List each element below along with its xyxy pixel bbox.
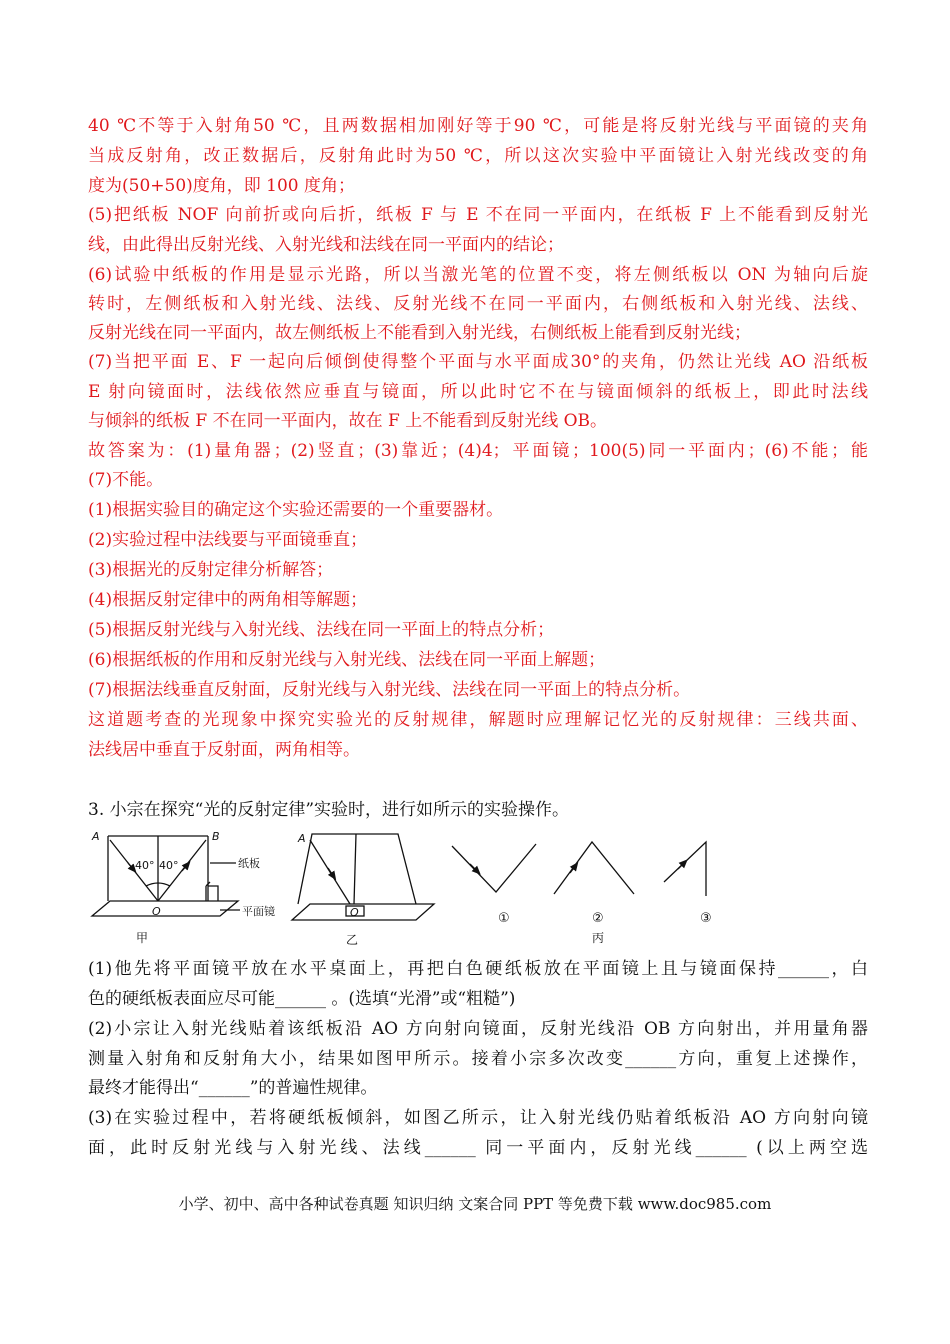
angle-left: 40° — [135, 859, 155, 872]
answer-line-12: 故答案为：(1)量角器；(2)竖直；(3)靠近；(4)4；平面镜；100(5)同一平面内；(6)不能；能 — [88, 441, 868, 461]
num-1: ① — [498, 911, 510, 926]
answer-line-22: 法线居中垂直于反射面，两角相等。 — [88, 740, 360, 760]
num-3: ③ — [700, 911, 712, 926]
answer-line-4: (5)把纸板 NOF 向前折或向后折，纸板 F 与 E 不在同一平面内，在纸板 F 上不能看到反射光 — [88, 205, 868, 225]
answer-line-3: 度为(50+50)度角，即 100 度角； — [88, 176, 356, 196]
answer-line-6: (6)试验中纸板的作用是显示光路，所以当激光笔的位置不变，将左侧纸板以 ON 为轴向后旋 — [88, 265, 868, 285]
answer-line-11: 与倾斜的纸板 F 不在同一平面内，故在 F 上不能看到反射光线 OB。 — [88, 411, 608, 431]
figure-yi — [292, 834, 434, 920]
answer-line-16: (3)根据光的反射定律分析解答； — [88, 560, 334, 580]
page-footer: 小学、初中、高中各种试卷真题 知识归纳 文案合同 PPT 等免费下载 www.doc985.com — [178, 1195, 772, 1213]
answer-line-10: E 射向镜面时，法线依然应垂直与镜面，所以此时它不在与镜面倾斜的纸板上，即此时法线 — [88, 382, 868, 402]
answer-line-13: (7)不能。 — [88, 470, 164, 490]
figure-bing — [452, 842, 706, 896]
answer-line-19: (6)根据纸板的作用和反射光线与入射光线、法线在同一平面上解题； — [88, 650, 606, 670]
label-o: O — [152, 905, 161, 918]
label-b: B — [212, 830, 220, 843]
label-mirror: 平面镜 — [242, 905, 275, 918]
question-line-1: (1)他先将平面镜平放在水平桌面上，再把白色硬纸板放在平面镜上且与镜面保持______，白 — [88, 959, 868, 979]
answer-line-17: (4)根据反射定律中的两角相等解题； — [88, 590, 368, 610]
answer-line-8: 反射光线在同一平面内，故左侧纸板上不能看到入射光线，右侧纸板上能看到反射光线； — [88, 323, 751, 343]
question-line-2: 色的硬纸板表面应尽可能______ 。(选填“光滑”或“粗糙”) — [88, 989, 516, 1009]
question-line-7: 面，此时反射光线与入射光线、法线______ 同一平面内，反射光线______ (以上两空选 — [88, 1138, 868, 1158]
caption-yi: 乙 — [346, 933, 359, 947]
angle-right: 40° — [159, 859, 179, 872]
question-line-6: (3)在实验过程中，若将硬纸板倾斜，如图乙所示，让入射光线仍贴着纸板沿 AO 方向射向镜 — [88, 1108, 868, 1128]
answer-line-9: (7)当把平面 E、F 一起向后倾倒使得整个平面与水平面成30°的夹角，仍然让光线 AO 沿纸板 — [88, 352, 868, 372]
answer-line-2: 当成反射角，改正数据后，反射角此时为50 ℃，所以这次实验中平面镜让入射光线改变的角 — [88, 146, 868, 166]
caption-jia: 甲 — [136, 931, 149, 945]
figure-jia — [92, 836, 240, 916]
caption-bing: 丙 — [592, 931, 605, 945]
answer-line-21: 这道题考查的光现象中探究实验光的反射规律，解题时应理解记忆光的反射规律：三线共面、 — [88, 710, 868, 730]
label-a: A — [92, 830, 100, 843]
answer-line-14: (1)根据实验目的确定这个实验还需要的一个重要器材。 — [88, 500, 504, 520]
label-o-yi: O — [350, 906, 359, 919]
question-line-4: 测量入射角和反射角大小，结果如图甲所示。接着小宗多次改变______方向，重复上述操作， — [88, 1049, 868, 1069]
answer-line-18: (5)根据反射光线与入射光线、法线在同一平面上的特点分析； — [88, 620, 555, 640]
question-line-5: 最终才能得出“______”的普遍性规律。 — [88, 1078, 378, 1098]
label-board: 纸板 — [238, 857, 260, 870]
question-title: 3. 小宗在探究“光的反射定律”实验时，进行如所示的实验操作。 — [88, 800, 570, 820]
answer-line-15: (2)实验过程中法线要与平面镜垂直； — [88, 530, 368, 550]
question-line-3: (2)小宗让入射光线贴着该纸板沿 AO 方向射向镜面，反射光线沿 OB 方向射出，并用量角器 — [88, 1019, 868, 1039]
answer-line-1: 40 ℃不等于入射角50 ℃，且两数据相加刚好等于90 ℃，可能是将反射光线与平面镜的夹角 — [88, 116, 868, 136]
experiment-figure — [88, 826, 728, 950]
answer-line-7: 转时，左侧纸板和入射光线、法线、反射光线不在同一平面内，右侧纸板和入射光线、法线、 — [88, 294, 868, 314]
answer-line-5: 线，由此得出反射光线、入射光线和法线在同一平面内的结论； — [88, 235, 564, 255]
answer-line-20: (7)根据法线垂直反射面，反射光线与入射光线、法线在同一平面上的特点分析。 — [88, 680, 691, 700]
num-2: ② — [592, 911, 604, 926]
label-a-yi: A — [298, 832, 306, 845]
